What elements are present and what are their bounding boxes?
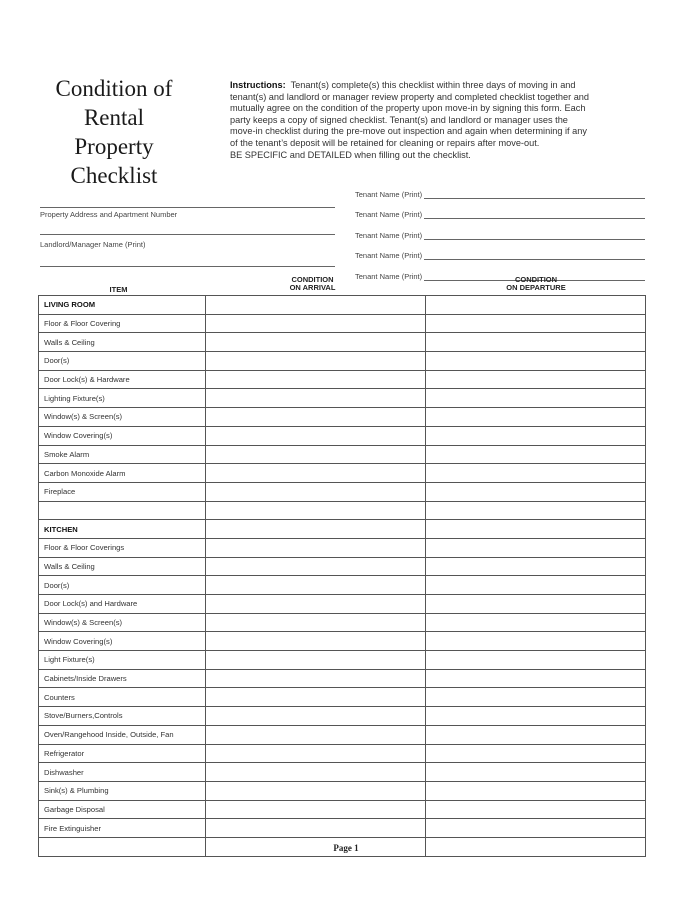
item-label: Counters	[39, 688, 206, 707]
table-row	[39, 744, 646, 763]
item-label: Window(s) & Screen(s)	[39, 613, 206, 632]
column-header-line: CONDITION	[514, 275, 558, 284]
section-label: LIVING ROOM	[39, 296, 206, 315]
table-row	[39, 725, 646, 744]
item-label: Window Covering(s)	[39, 632, 206, 651]
field-line	[40, 266, 335, 267]
item-label: Oven/Rangehood Inside, Outside, Fan	[39, 725, 206, 744]
landlord-name-field[interactable]	[40, 234, 335, 249]
condition-arrival-cell[interactable]	[205, 333, 425, 352]
condition-departure-cell[interactable]	[425, 819, 645, 838]
instructions-line: of the tenant’s deposit will be retained for cleaning or repairs after move-out.	[230, 137, 540, 148]
column-header-line: ON DEPARTURE	[506, 283, 566, 292]
item-label: Walls & Ceiling	[39, 557, 206, 576]
condition-arrival-cell[interactable]	[205, 669, 425, 688]
item-label: Door Lock(s) & Hardware	[39, 370, 206, 389]
table-row	[39, 408, 646, 427]
table-row	[39, 763, 646, 782]
condition-departure-cell[interactable]	[425, 576, 645, 595]
condition-arrival-cell[interactable]	[205, 538, 425, 557]
landlord-name-line[interactable]	[40, 266, 335, 267]
condition-arrival-cell[interactable]	[205, 482, 425, 501]
table-row	[39, 669, 646, 688]
instructions-line: move-in checklist during the pre-move out inspection and again when determining if any	[230, 126, 587, 137]
title-line: Rental	[83, 105, 145, 130]
instructions-line: mutually agree on the condition of the property upon move-in by signing this form. Each	[230, 103, 586, 114]
item-label: Floor & Floor Coverings	[39, 538, 206, 557]
instructions-line: tenant(s) and landlord or manager review property and completed checklist together and	[230, 91, 590, 102]
checklist-table	[38, 295, 646, 857]
condition-departure-cell[interactable]	[425, 445, 645, 464]
table-row	[39, 314, 646, 333]
condition-departure-cell[interactable]	[425, 482, 645, 501]
tenant-name-label: Tenant Name (Print)	[355, 189, 423, 199]
section-header-row	[39, 520, 646, 539]
item-label: Dishwasher	[39, 763, 206, 782]
property-address-label: Property Address and Apartment Number	[40, 210, 178, 219]
table-row	[39, 389, 646, 408]
table-row	[39, 613, 646, 632]
condition-departure-cell[interactable]	[425, 408, 645, 427]
condition-arrival-cell[interactable]	[205, 781, 425, 800]
item-label: Lighting Fixture(s)	[39, 389, 206, 408]
condition-departure-cell	[425, 520, 645, 539]
table-row	[39, 333, 646, 352]
table-row	[39, 445, 646, 464]
item-label: Stove/Burners,Controls	[39, 707, 206, 726]
table-row	[39, 632, 646, 651]
condition-departure-cell[interactable]	[425, 800, 645, 819]
condition-arrival-cell[interactable]	[205, 408, 425, 427]
instructions-label: Instructions:	[230, 80, 286, 90]
table-row	[39, 557, 646, 576]
condition-departure-cell[interactable]	[425, 707, 645, 726]
condition-departure-cell[interactable]	[425, 725, 645, 744]
condition-departure-cell[interactable]	[425, 595, 645, 614]
condition-arrival-cell[interactable]	[205, 688, 425, 707]
landlord-name-label: Landlord/Manager Name (Print)	[40, 240, 146, 249]
tenant-name-field[interactable]	[355, 178, 645, 199]
condition-arrival-cell[interactable]	[205, 613, 425, 632]
condition-departure-cell[interactable]	[425, 426, 645, 445]
item-label: Fireplace	[39, 482, 206, 501]
signature-line	[424, 210, 645, 219]
item-label: Floor & Floor Covering	[39, 314, 206, 333]
condition-departure-cell	[425, 296, 645, 315]
condition-departure-cell[interactable]	[425, 333, 645, 352]
table-row	[39, 464, 646, 483]
tenant-name-label: Tenant Name (Print)	[355, 251, 423, 260]
condition-arrival-cell[interactable]	[205, 557, 425, 576]
table-row	[39, 688, 646, 707]
condition-departure-cell[interactable]	[425, 632, 645, 651]
condition-departure-cell[interactable]	[425, 613, 645, 632]
table-row	[39, 352, 646, 371]
column-header-arrival	[205, 276, 420, 292]
item-label: Garbage Disposal	[39, 800, 206, 819]
condition-departure-cell[interactable]	[425, 557, 645, 576]
title-line: Condition of	[55, 76, 173, 101]
condition-arrival-cell[interactable]	[205, 370, 425, 389]
table-row	[39, 800, 646, 819]
item-label: Light Fixture(s)	[39, 651, 206, 670]
condition-departure-cell[interactable]	[425, 352, 645, 371]
instructions-line: Tenant(s) complete(s) this checklist within three days of moving in and	[290, 80, 576, 90]
instructions-line: BE SPECIFIC and DETAILED when filling out the checklist.	[230, 149, 471, 160]
condition-arrival-cell[interactable]	[205, 501, 425, 520]
title-line: Property	[74, 134, 154, 159]
tenant-name-label: Tenant Name (Print)	[355, 271, 423, 281]
tenant-name-fields	[355, 178, 645, 281]
column-header-line: CONDITION	[291, 275, 334, 284]
condition-departure-cell[interactable]	[425, 651, 645, 670]
condition-departure-cell[interactable]	[425, 314, 645, 333]
field-line	[40, 207, 335, 208]
condition-departure-cell[interactable]	[425, 763, 645, 782]
item-label	[39, 501, 206, 520]
condition-arrival-cell[interactable]	[205, 819, 425, 838]
condition-departure-cell[interactable]	[425, 669, 645, 688]
condition-arrival-cell	[205, 296, 425, 315]
condition-arrival-cell[interactable]	[205, 651, 425, 670]
condition-arrival-cell[interactable]	[205, 576, 425, 595]
table-row	[39, 651, 646, 670]
page-title	[34, 74, 194, 190]
table-row	[39, 707, 646, 726]
condition-arrival-cell[interactable]	[205, 464, 425, 483]
condition-arrival-cell[interactable]	[205, 426, 425, 445]
condition-arrival-cell[interactable]	[205, 445, 425, 464]
item-label: Door(s)	[39, 576, 206, 595]
condition-arrival-cell[interactable]	[205, 595, 425, 614]
tenant-name-label: Tenant Name (Print)	[355, 230, 423, 240]
item-label: Cabinets/Inside Drawers	[39, 669, 206, 688]
condition-departure-cell[interactable]	[425, 501, 645, 520]
condition-arrival-cell[interactable]	[205, 352, 425, 371]
signature-line	[424, 251, 645, 260]
tenant-name-field[interactable]	[355, 240, 645, 261]
condition-arrival-cell[interactable]	[205, 314, 425, 333]
item-label: Window(s) & Screen(s)	[39, 408, 206, 427]
condition-departure-cell[interactable]	[425, 464, 645, 483]
condition-departure-cell[interactable]	[425, 744, 645, 763]
condition-arrival-cell[interactable]	[205, 725, 425, 744]
item-label: Sink(s) & Plumbing	[39, 781, 206, 800]
table-row	[39, 538, 646, 557]
tenant-name-field[interactable]	[355, 199, 645, 220]
field-line	[40, 234, 335, 235]
condition-departure-cell[interactable]	[425, 781, 645, 800]
signature-line	[424, 190, 645, 199]
item-label: Window Covering(s)	[39, 426, 206, 445]
section-header-row	[39, 296, 646, 315]
item-label: Smoke Alarm	[39, 445, 206, 464]
table-row	[39, 819, 646, 838]
column-header-departure	[426, 276, 646, 292]
condition-arrival-cell	[205, 520, 425, 539]
column-header-line: ON ARRIVAL	[289, 283, 336, 292]
condition-departure-cell[interactable]	[425, 688, 645, 707]
title-line: Checklist	[70, 163, 158, 188]
table-row	[39, 576, 646, 595]
condition-arrival-cell[interactable]	[205, 389, 425, 408]
item-label: Refrigerator	[39, 744, 206, 763]
tenant-name-field[interactable]	[355, 219, 645, 240]
page-number: Page 1	[333, 843, 359, 853]
condition-arrival-cell[interactable]	[205, 800, 425, 819]
instructions	[230, 80, 640, 161]
condition-departure-cell[interactable]	[425, 538, 645, 557]
condition-arrival-cell[interactable]	[205, 763, 425, 782]
item-label: Fire Extinguisher	[39, 819, 206, 838]
table-row	[39, 426, 646, 445]
condition-departure-cell[interactable]	[425, 370, 645, 389]
table-row	[39, 501, 646, 520]
column-header-item: ITEM	[109, 285, 128, 294]
property-address-field[interactable]	[40, 207, 335, 219]
item-label: Carbon Monoxide Alarm	[39, 464, 206, 483]
instructions-line: party keeps a copy of signed checklist. Tenant(s) and landlord or manager uses the	[230, 114, 568, 125]
condition-departure-cell[interactable]	[425, 389, 645, 408]
tenant-name-label: Tenant Name (Print)	[355, 210, 423, 219]
condition-arrival-cell[interactable]	[205, 707, 425, 726]
section-label: KITCHEN	[39, 520, 206, 539]
item-label: Walls & Ceiling	[39, 333, 206, 352]
table-row	[39, 482, 646, 501]
item-label: Door Lock(s) and Hardware	[39, 595, 206, 614]
condition-arrival-cell[interactable]	[205, 632, 425, 651]
signature-line	[424, 231, 645, 240]
condition-arrival-cell[interactable]	[205, 744, 425, 763]
table-row	[39, 781, 646, 800]
item-label: Door(s)	[39, 352, 206, 371]
table-row	[39, 595, 646, 614]
table-row	[39, 370, 646, 389]
